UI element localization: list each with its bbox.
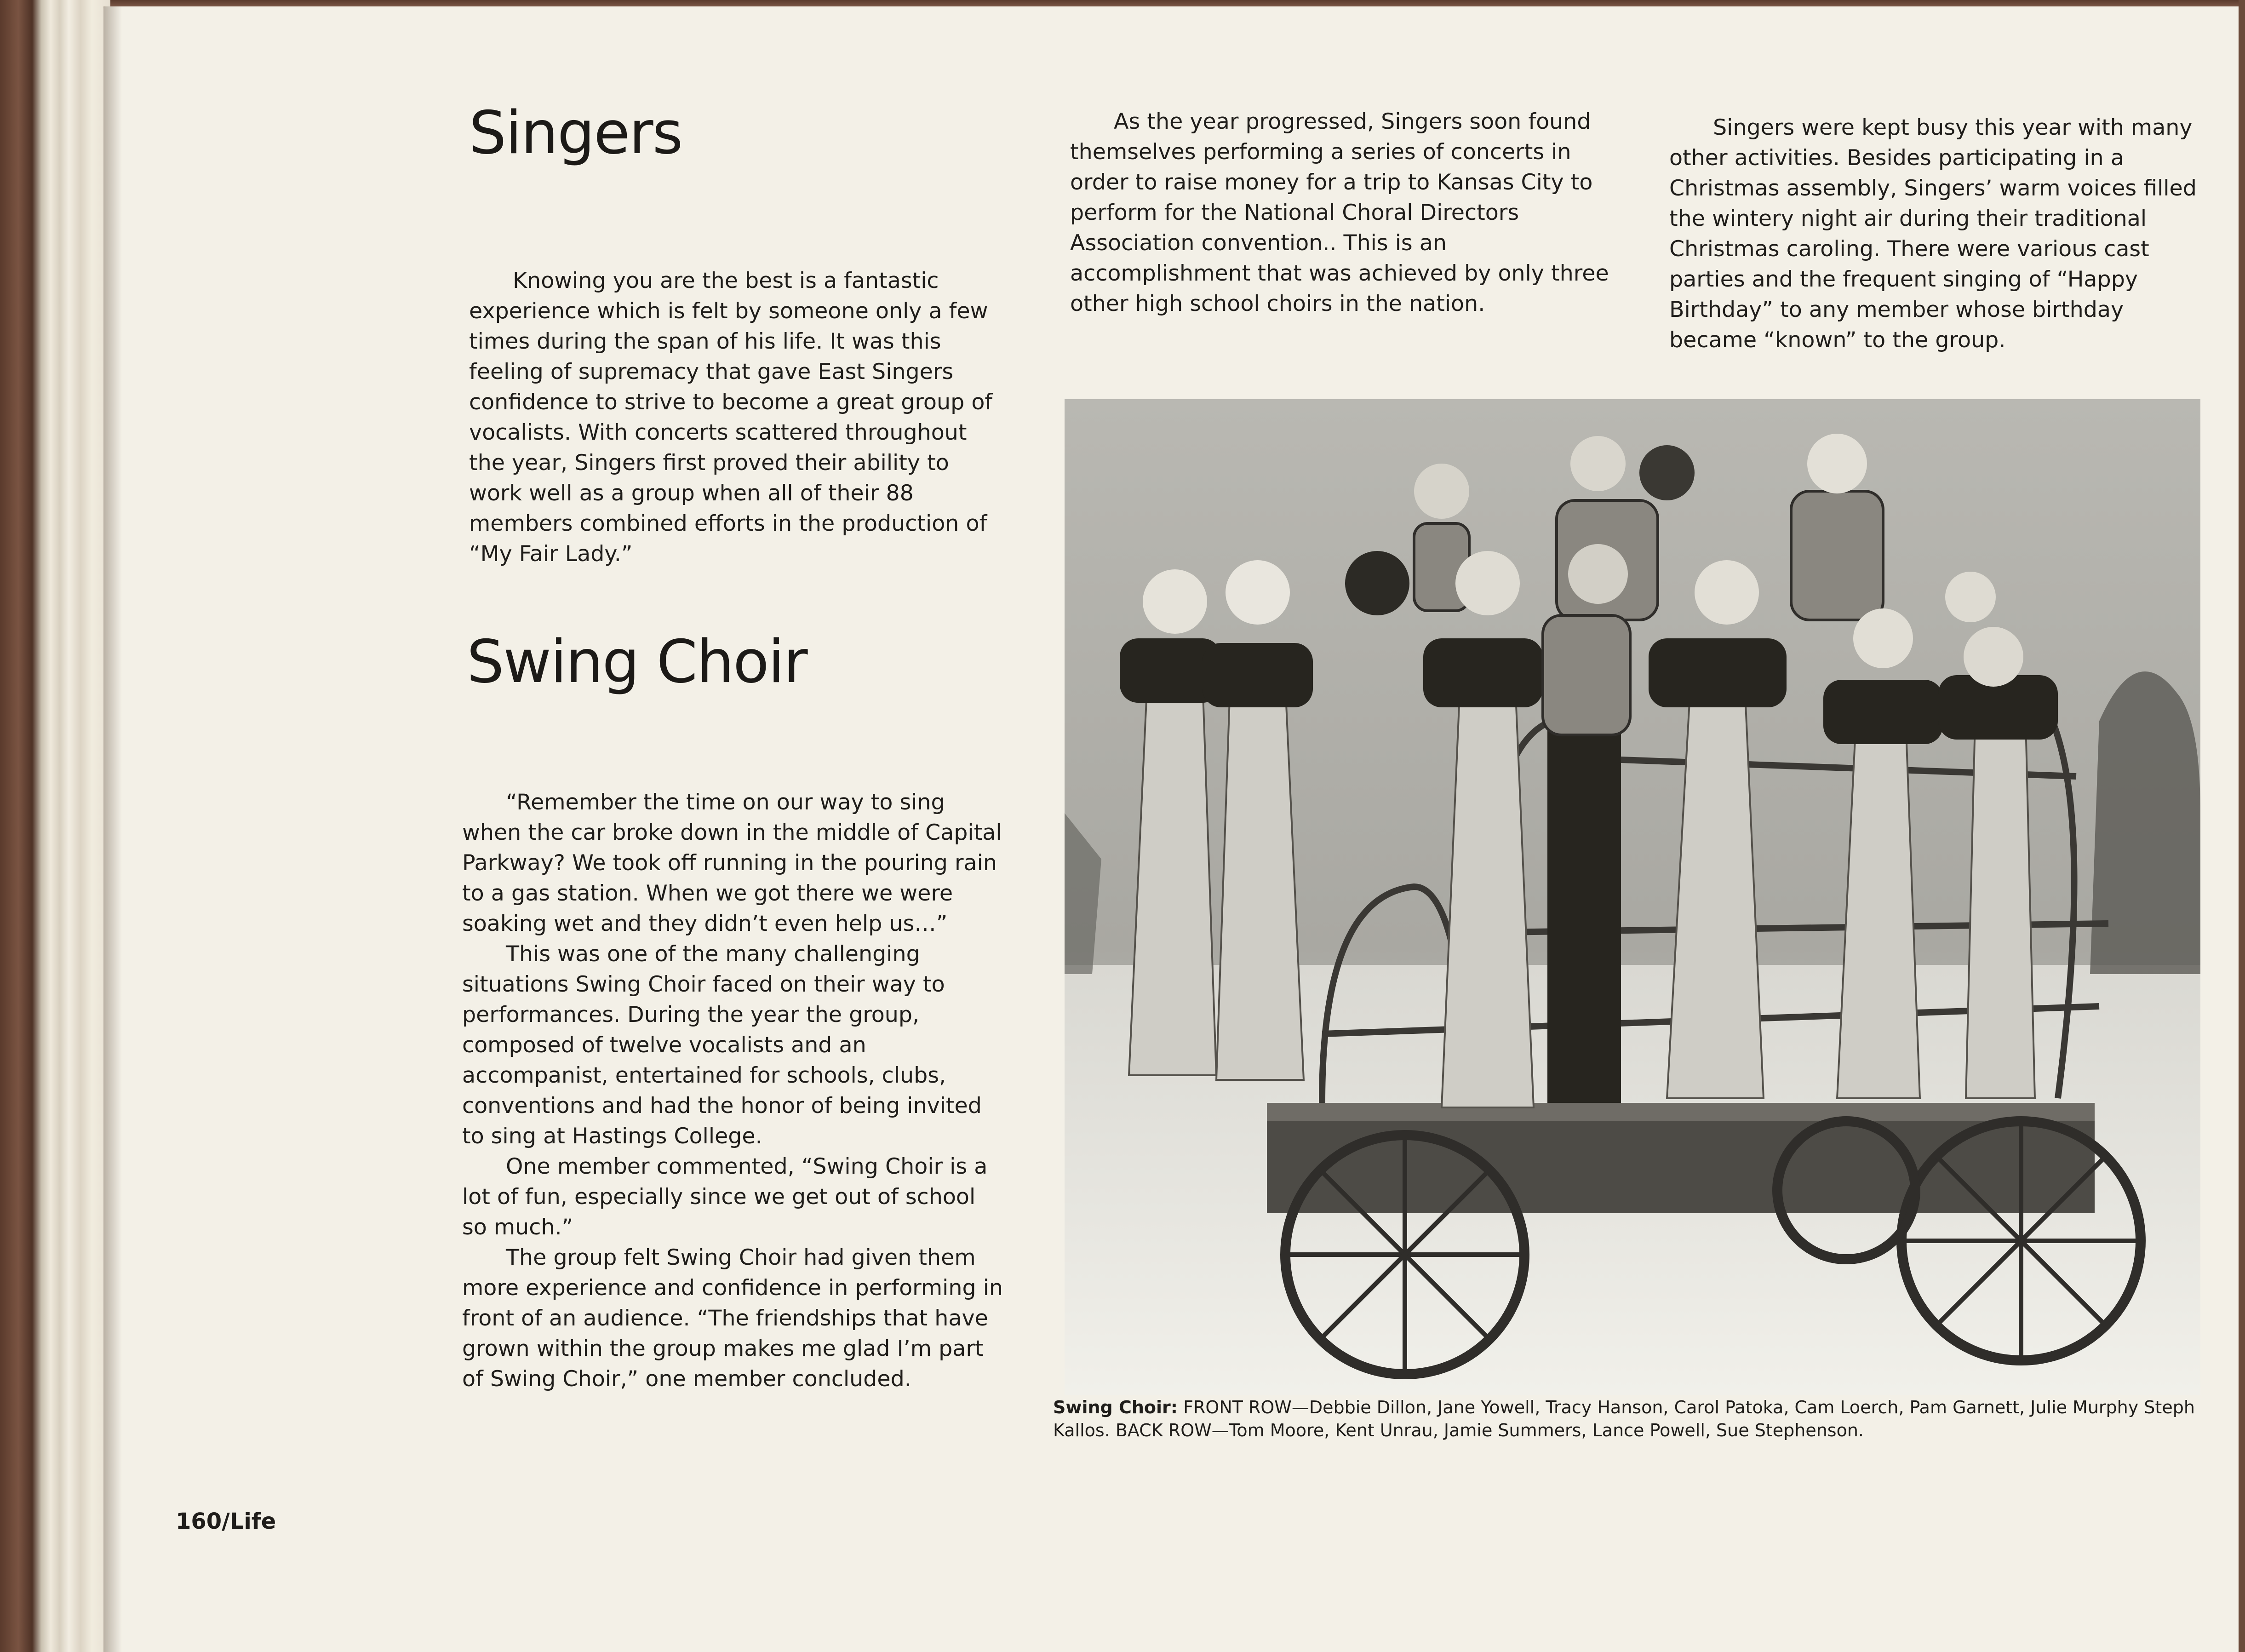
swing-choir-photo xyxy=(1065,399,2200,1395)
swing-choir-column xyxy=(462,787,1007,1394)
singers-paragraph-3: Singers were kept busy this year with many other activities. Besides participating in a Christmas assembly, Singers’ warm voices filled the wintery night air during their traditional Christmas caroling. There were various cast parties and the frequent singing of “Happy Birthday” to any member whose birthday became “known” to the group. xyxy=(1669,115,2197,353)
singers-heading: Singers xyxy=(469,99,682,167)
swing-choir-heading: Swing Choir xyxy=(467,628,807,696)
page-folio: 160/Life xyxy=(176,1509,276,1534)
singers-paragraph-2: As the year progressed, Singers soon found themselves performing a series of concerts in order to raise money for a trip to Kansas City to perform for the National Choral Directors Association convention.. This is an accomplishment that was achieved by only three other high school choirs in the nation. xyxy=(1070,109,1609,316)
singers-paragraph-1: Knowing you are the best is a fantastic experience which is felt by someone only a few times during the span of his life. It was this feeling of supremacy that gave East Singers confidence to strive to become a great group of vocalists. With concerts scattered throughout the year, Singers first proved their ability to work well as a group when all of their 88 members combined efforts in the production of “My Fair Lady.” xyxy=(469,268,993,567)
caption-text: FRONT ROW—Debbie Dillon, Jane Yowell, Tracy Hanson, Carol Patoka, Cam Loerch, Pam Garnett, Julie Murphy Steph Kallos. BACK ROW—Tom Moore, Kent Unrau, Jamie Summers, Lance Powell, Sue Stephenson. xyxy=(1053,1397,2195,1440)
photo-illustration xyxy=(1065,399,2200,1395)
book-right-edge xyxy=(2239,0,2245,1652)
singers-column-2 xyxy=(1070,107,1624,319)
swing-choir-paragraph-4: The group felt Swing Choir had given them more experience and confidence in performing in front of an audience. “The friendships that have grown within the group makes me glad I’m part of Swing Choir,” one member concluded. xyxy=(462,1245,1003,1392)
page-edges xyxy=(0,0,110,1652)
swing-choir-paragraph-3: One member commented, “Swing Choir is a lot of fun, especially since we get out of school so much.” xyxy=(462,1154,988,1240)
gutter-shadow xyxy=(103,6,122,1652)
singers-column-3 xyxy=(1669,113,2212,356)
photo-caption xyxy=(1053,1396,2203,1442)
swing-choir-paragraph-1: “Remember the time on our way to sing when the car broke down in the middle of Capital Parkway? We took off running in the pouring rain to a gas station. When we got there we were soaking wet and they didn’t even help us…” xyxy=(462,790,1002,936)
singers-column-1 xyxy=(469,266,1007,569)
swing-choir-paragraph-2: This was one of the many challenging situations Swing Choir faced on their way to performances. During the year the group, composed of twelve vocalists and an accompanist, entertained for schools, clubs, conventions and had the honor of being invited to sing at Hastings College. xyxy=(462,941,982,1149)
caption-label: Swing Choir: xyxy=(1053,1397,1178,1417)
